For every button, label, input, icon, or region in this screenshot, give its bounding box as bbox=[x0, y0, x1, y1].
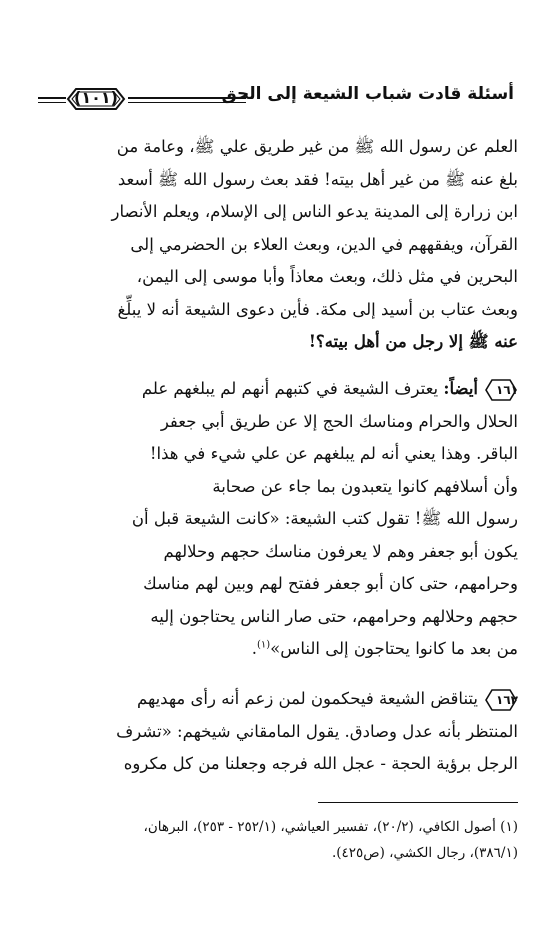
running-header-title: أسئلة قادت شباب الشيعة إلى الحق bbox=[221, 84, 514, 104]
text-line: وبعث عتاب بن أسيد إلى مكة. فأين دعوى الشيعة أنه لا يبلِّغ bbox=[117, 299, 518, 319]
page-number: (١٠١) bbox=[74, 88, 118, 107]
text-line: حجهم وحلالهم وحرامهم، حتى صار الناس يحتاجون إليه bbox=[150, 606, 518, 626]
text-line: بلغ عنه ﷺ من غير أهل بيته! فقد بعث رسول الله ﷺ أسعد bbox=[117, 169, 518, 189]
text-segment: يتناقض الشيعة فيحكمون لمن زعم أنه رأى مهديهم bbox=[136, 689, 478, 708]
header-rule bbox=[128, 97, 246, 99]
text-line: عنه ﷺ إلا رجل من أهل بيته؟! bbox=[308, 332, 518, 351]
footnote-line: (٣٨٦/١)، رجال الكشي، (ص٤٢٥). bbox=[331, 845, 518, 861]
text-line: وأن أسلافهم كانوا يتعبدون بما جاء عن صحابة bbox=[212, 476, 518, 496]
text-line: العلم عن رسول الله ﷺ من غير طريق علي ﷺ، وعامة من bbox=[116, 137, 518, 156]
text-line: ابن زرارة إلى المدينة يدعو الناس إلى الإسلام، ويعلم الأنصار bbox=[111, 202, 518, 221]
text-line: وحرامهم، حتى كان أبو جعفر ففتح لهم وبين لهم مناسك bbox=[143, 574, 518, 593]
paragraph bbox=[36, 373, 518, 666]
header-rule bbox=[38, 97, 66, 99]
paragraph-number: ١٦١ bbox=[496, 382, 518, 397]
text-segment: من بعد ما كانوا يحتاجون إلى الناس» bbox=[270, 639, 518, 658]
text-line: يكون أبو جعفر وهم لا يعرفون مناسك حجهم وحلالهم bbox=[163, 541, 518, 561]
paragraph bbox=[36, 683, 518, 781]
paragraph-number-badge bbox=[484, 378, 518, 402]
text-line: القرآن، ويفقههم في الدين، وبعث العلاء بن الحضرمي إلى bbox=[130, 234, 518, 254]
paragraph-lead: أيضاً: bbox=[443, 379, 478, 398]
footnote-separator bbox=[318, 802, 518, 803]
paragraph bbox=[36, 131, 518, 359]
footnote bbox=[36, 814, 518, 866]
header-rule bbox=[128, 102, 246, 103]
header-rule bbox=[38, 102, 66, 103]
text-line bbox=[36, 373, 518, 406]
text-line: الرجل برؤية الحجة - عجل الله فرجه وجعلنا من كل مكروه bbox=[123, 754, 518, 773]
footnote-ref[interactable]: (١) bbox=[256, 639, 271, 651]
text-line: الباقر. وهذا يعني أنه لم يبلغهم عن علي شيء في هذا! bbox=[149, 444, 518, 463]
text-line: رسول الله ﷺ! تقول كتب الشيعة: «كانت الشيعة قبل أن bbox=[131, 509, 518, 528]
text-line: المنتظر بأنه عدل وصادق. يقول المامقاني شيخهم: «تشرف bbox=[116, 721, 518, 741]
text-line: الحلال والحرام ومناسك الحج إلا عن طريق أبي جعفر bbox=[160, 411, 518, 431]
footnote-line: (١) أصول الكافي، (٢٠/٢)، تفسير العياشي، (٢٥٢/١ - ٢٥٣)، البرهان، bbox=[143, 819, 518, 835]
page-number-ornament bbox=[66, 86, 126, 112]
text-line: من بعد ما كانوا يحتاجون إلى الناس»$^{(١)}$. bbox=[251, 639, 518, 658]
paragraph-number: ١٦٢ bbox=[496, 692, 518, 707]
text-segment: يعترف الشيعة في كتبهم أنهم لم يبلغهم علم bbox=[141, 379, 439, 398]
paragraph-number-badge bbox=[484, 688, 518, 712]
text-line: البحرين في مثل ذلك، وبعث معاذاً وأبا موسى إلى اليمن، bbox=[136, 267, 518, 286]
text-line bbox=[36, 683, 518, 716]
